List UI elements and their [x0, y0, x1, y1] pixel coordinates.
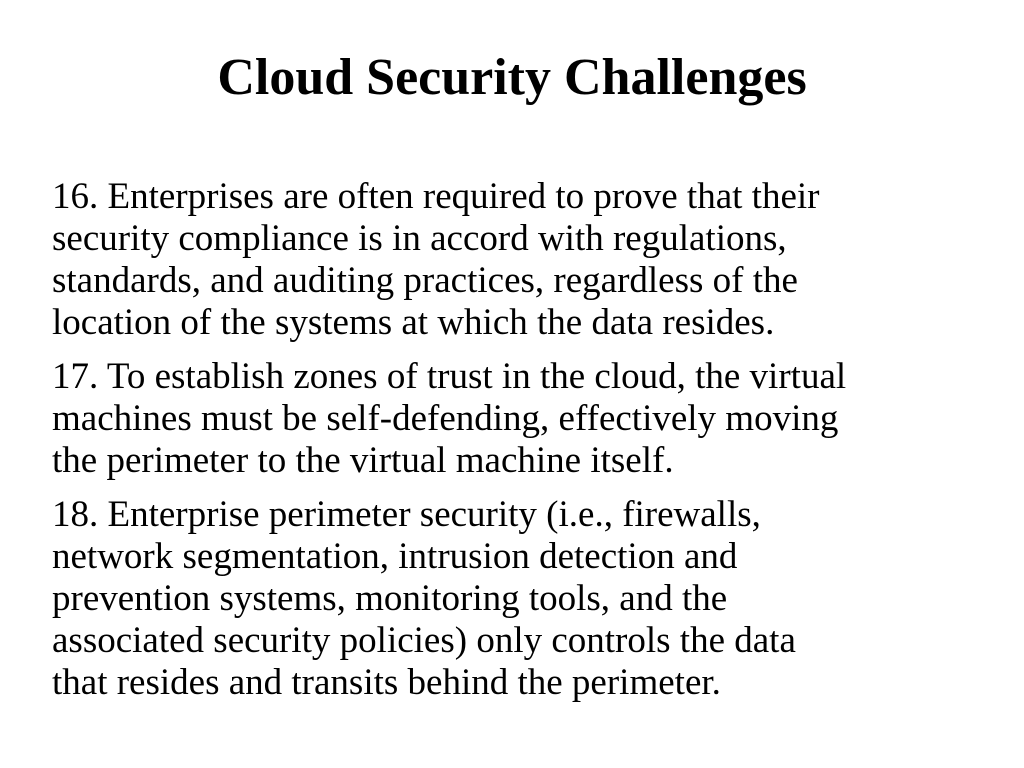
point-17	[52, 356, 992, 482]
point-line: location of the systems at which the data resides.	[52, 302, 775, 343]
slide-title: Cloud Security Challenges	[217, 49, 807, 106]
point-line: associated security policies) only controls the data	[52, 620, 796, 661]
point-line: 16. Enterprises are often required to prove that their	[52, 176, 820, 217]
point-18	[52, 494, 992, 704]
point-line: that resides and transits behind the perimeter.	[52, 662, 721, 703]
point-line: standards, and auditing practices, regardless of the	[52, 260, 798, 301]
point-line: network segmentation, intrusion detection and	[52, 536, 738, 577]
point-line: the perimeter to the virtual machine itself.	[52, 440, 674, 481]
point-line: 17. To establish zones of trust in the cloud, the virtual	[52, 356, 847, 397]
slide-body	[52, 176, 992, 716]
point-16	[52, 176, 992, 344]
point-line: prevention systems, monitoring tools, and the	[52, 578, 728, 619]
point-line: security compliance is in accord with regulations,	[52, 218, 787, 259]
point-line: 18. Enterprise perimeter security (i.e., firewalls,	[52, 494, 761, 535]
point-line: machines must be self-defending, effectively moving	[52, 398, 839, 439]
